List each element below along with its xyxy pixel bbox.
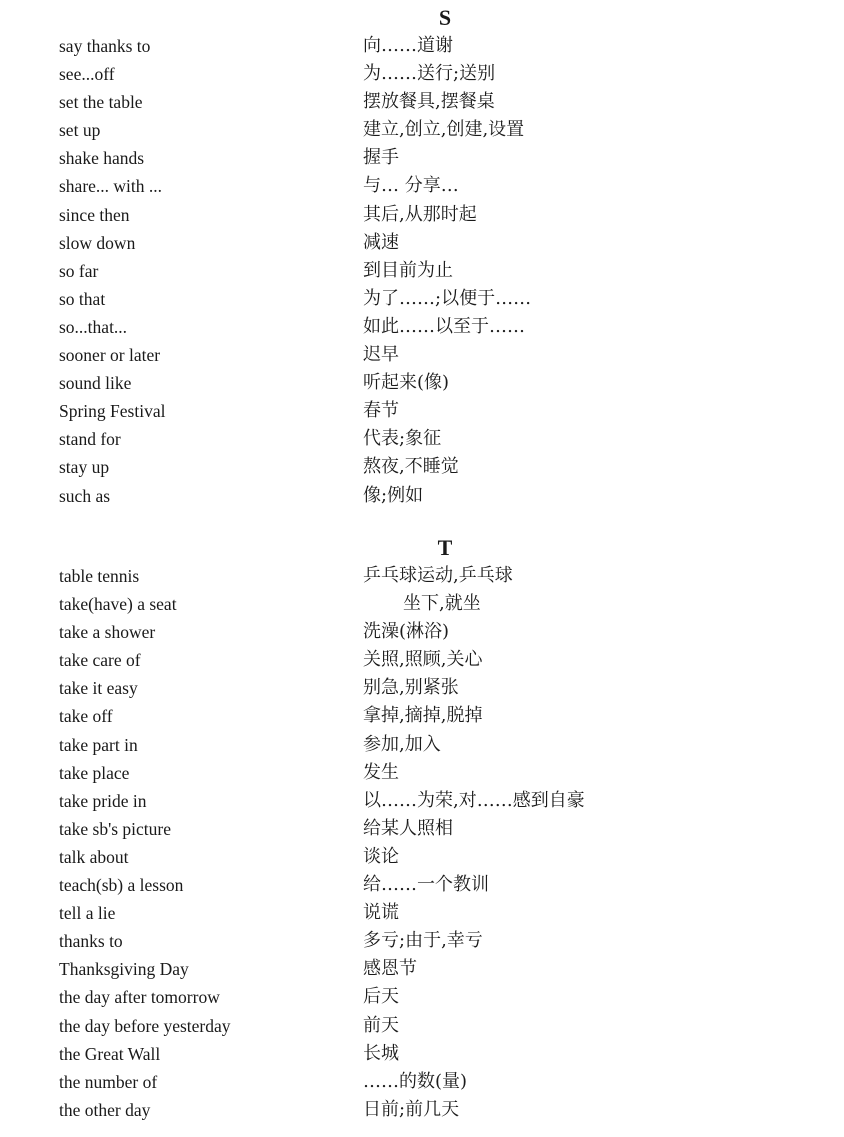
chinese-meaning: 为……送行;送别: [363, 63, 496, 85]
entry-row: [0, 983, 844, 1011]
entry-row: [0, 229, 844, 257]
entry-row: [0, 955, 844, 983]
entry-row: [0, 618, 844, 646]
chinese-meaning: 以……为荣,对……感到自豪: [363, 789, 585, 811]
chinese-meaning: 握手: [363, 147, 399, 169]
chinese-meaning: 像;例如: [363, 484, 424, 506]
entry-row: [0, 88, 844, 116]
english-phrase: sound like: [59, 373, 132, 394]
english-phrase: take part in: [59, 734, 138, 755]
entry-row: [0, 1040, 844, 1068]
english-phrase: talk about: [59, 846, 129, 867]
entry-row: [0, 144, 844, 172]
chinese-meaning: 给……一个教训: [363, 874, 489, 896]
english-phrase: Thanksgiving Day: [59, 959, 189, 980]
entry-row: [0, 201, 844, 229]
english-phrase: the day before yesterday: [59, 1015, 231, 1036]
english-phrase: so that: [59, 288, 106, 309]
chinese-meaning: 听起来(像): [363, 372, 450, 394]
entry-row: [0, 257, 844, 285]
entry-row: [0, 702, 844, 730]
chinese-meaning: 长城: [363, 1042, 399, 1064]
entry-row: [0, 590, 844, 618]
entry-row: [0, 674, 844, 702]
english-phrase: take a shower: [59, 622, 156, 643]
entry-row: [0, 927, 844, 955]
english-phrase: the Great Wall: [59, 1043, 161, 1064]
english-phrase: tell a lie: [59, 903, 116, 924]
chinese-meaning: 摆放餐具,摆餐桌: [363, 91, 495, 113]
entry-row: [0, 341, 844, 369]
chinese-meaning: 建立,创立,创建,设置: [363, 119, 525, 141]
chinese-meaning: 熬夜,不睡觉: [363, 456, 459, 478]
english-phrase: take off: [59, 706, 113, 727]
english-phrase: take place: [59, 762, 130, 783]
chinese-meaning: 前天: [363, 1014, 399, 1036]
entry-row: [0, 453, 844, 481]
chinese-meaning: 为了……;以便于……: [363, 287, 532, 309]
chinese-meaning: 到目前为止: [363, 259, 453, 281]
chinese-meaning: 谈论: [363, 845, 399, 867]
chinese-meaning: ……的数(量): [363, 1070, 468, 1092]
english-phrase: take care of: [59, 650, 141, 671]
chinese-meaning: 代表;象征: [363, 428, 442, 450]
chinese-meaning: 减速: [363, 231, 399, 253]
english-phrase: see...off: [59, 64, 115, 85]
chinese-meaning: 多亏;由于,幸亏: [363, 930, 483, 952]
entry-row: [0, 60, 844, 88]
english-phrase: since then: [59, 204, 130, 225]
english-phrase: teach(sb) a lesson: [59, 875, 184, 896]
chinese-meaning: 后天: [363, 986, 399, 1008]
english-phrase: take(have) a seat: [59, 594, 177, 615]
chinese-meaning: 向……道谢: [363, 35, 453, 56]
entry-list: [0, 562, 844, 1124]
section-letter: S: [438, 5, 452, 30]
entry-row: [0, 871, 844, 899]
english-phrase: set the table: [59, 92, 143, 113]
chinese-meaning: 洗澡(淋浴): [363, 621, 450, 643]
chinese-meaning: 迟早: [363, 344, 399, 366]
entry-row: [0, 1068, 844, 1096]
entry-row: [0, 843, 844, 871]
english-phrase: such as: [59, 485, 111, 506]
entry-row: [0, 313, 844, 341]
english-phrase: the other day: [59, 1099, 151, 1120]
entry-list: [0, 32, 844, 510]
english-phrase: take it easy: [59, 678, 138, 699]
english-phrase: the day after tomorrow: [59, 987, 220, 1008]
entry-row: [0, 32, 844, 60]
entry-row: [0, 815, 844, 843]
chinese-meaning: 乒乓球运动,乒乓球: [363, 565, 513, 586]
entry-row: [0, 482, 844, 510]
entry-row: [0, 369, 844, 397]
chinese-meaning: 别急,别紧张: [363, 677, 459, 699]
english-phrase: so...that...: [59, 316, 128, 337]
entry-row: [0, 172, 844, 200]
chinese-meaning: 日前;前几天: [363, 1098, 460, 1120]
entry-row: [0, 1096, 844, 1124]
chinese-meaning: 说谎: [363, 902, 399, 924]
chinese-meaning: 其后,从那时起: [363, 203, 477, 225]
english-phrase: stay up: [59, 457, 110, 478]
entry-row: [0, 731, 844, 759]
entry-row: [0, 285, 844, 313]
chinese-meaning: 发生: [363, 761, 399, 783]
english-phrase: share... with ...: [59, 176, 163, 197]
entry-row: [0, 759, 844, 787]
english-phrase: shake hands: [59, 148, 145, 169]
english-phrase: thanks to: [59, 931, 123, 952]
chinese-meaning: 拿掉,摘掉,脱掉: [363, 705, 483, 727]
chinese-meaning: 关照,照顾,关心: [363, 649, 483, 671]
chinese-meaning: 参加,加入: [363, 733, 441, 755]
chinese-meaning: 给某人照相: [363, 817, 453, 839]
entry-row: [0, 1012, 844, 1040]
entry-row: [0, 787, 844, 815]
entry-row: [0, 646, 844, 674]
entry-row: [0, 116, 844, 144]
english-phrase: so far: [59, 260, 99, 281]
entry-row: [0, 899, 844, 927]
chinese-meaning: 与… 分享…: [363, 175, 459, 197]
english-phrase: set up: [59, 120, 101, 141]
chinese-meaning: 春节: [363, 400, 399, 422]
chinese-meaning: 如此……以至于……: [363, 315, 525, 337]
entry-row: [0, 425, 844, 453]
entry-row: [0, 397, 844, 425]
entry-row: [0, 562, 844, 590]
english-phrase: slow down: [59, 232, 136, 253]
english-phrase: table tennis: [59, 566, 140, 586]
english-phrase: the number of: [59, 1071, 158, 1092]
chinese-meaning: 感恩节: [363, 958, 417, 980]
english-phrase: take sb's picture: [59, 818, 172, 839]
chinese-meaning: 坐下,就坐: [403, 593, 481, 615]
english-phrase: sooner or later: [59, 345, 161, 366]
english-phrase: Spring Festival: [59, 401, 166, 422]
english-phrase: stand for: [59, 429, 121, 450]
english-phrase: say thanks to: [59, 36, 151, 56]
section-letter: T: [437, 535, 453, 560]
english-phrase: take pride in: [59, 790, 147, 811]
